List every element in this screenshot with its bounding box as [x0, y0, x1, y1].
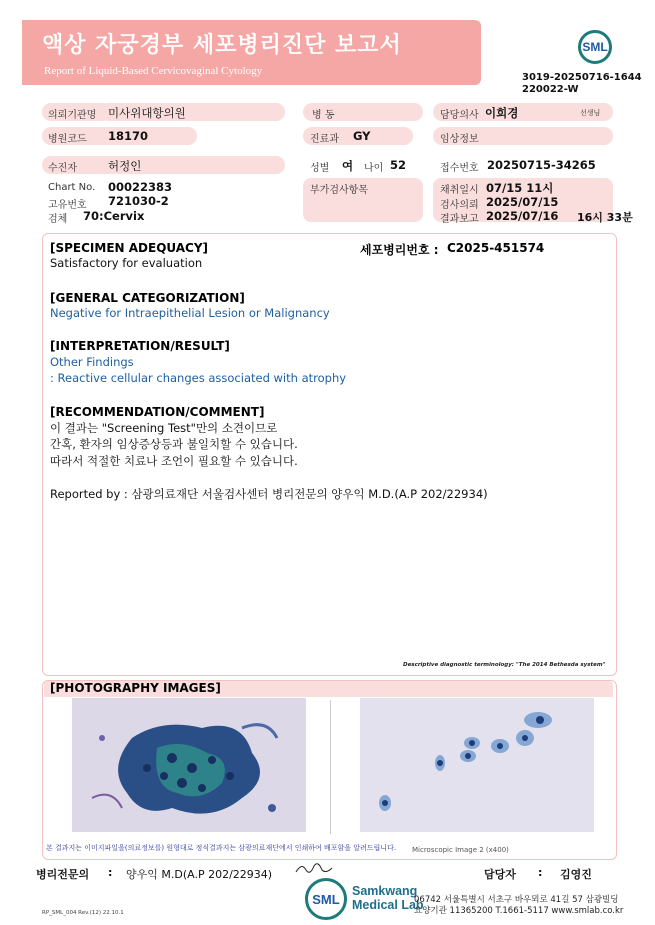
- recommendation-line2: 간혹, 환자의 임상증상등과 불일치할 수 있습니다.: [50, 437, 298, 451]
- clinical-label: 임상정보: [440, 134, 479, 145]
- photo-caption-2: Microscopic Image 2 (x400): [412, 846, 509, 854]
- manager-value: 김영진: [560, 868, 592, 881]
- age-label: 나이: [364, 163, 384, 174]
- sex-label: 성별: [310, 163, 330, 174]
- interpretation-heading: [INTERPRETATION/RESULT]: [50, 339, 230, 353]
- reported-by: Reported by : 삼광의료재단 서울검사센터 병리전문의 양우익 M.D.(A.P 202/22934): [50, 487, 488, 501]
- doc-no-line1: 3019-20250716-1644: [522, 72, 642, 83]
- extra-tests-label: 부가검사항목: [310, 185, 368, 196]
- pathologist-value: 양우익 M.D(A.P 202/22934): [126, 868, 273, 881]
- requested-value: 2025/07/15: [486, 195, 559, 209]
- specimen-label: 검체: [48, 214, 68, 225]
- lab-logo-text: SML: [312, 891, 340, 907]
- reported-date: 2025/07/16: [486, 209, 559, 223]
- age-value: 52: [390, 158, 407, 172]
- unique-label: 고유번호: [48, 200, 87, 211]
- hospital-code-value: 18170: [108, 129, 149, 143]
- form-number: RP_SML_004 Rev.(12) 22.10.1: [42, 910, 124, 916]
- chart-label: Chart No.: [48, 182, 96, 193]
- lab-address-line2: 요양기관 11365200 T.1661-5117 www.smlab.co.kr: [414, 906, 624, 916]
- terminology-note: Descriptive diagnostic terminology: "The 2014 Bethesda system": [403, 662, 606, 668]
- doc-no-line2: 220022-W: [522, 84, 579, 95]
- lab-name-line2: Medical Lab: [352, 898, 424, 912]
- cell-cluster-icon: [72, 698, 306, 832]
- recommendation-heading: [RECOMMENDATION/COMMENT]: [50, 405, 265, 419]
- sex-value: 여: [342, 159, 354, 173]
- photo-separator: [330, 700, 331, 834]
- pathologist-label: 병리전문의: [36, 868, 90, 881]
- doctor-suffix: 선생님: [580, 109, 601, 117]
- lab-address: [414, 895, 623, 917]
- patient-pill: [42, 156, 285, 174]
- receipt-label: 접수번호: [440, 163, 479, 174]
- recommendation-line1: 이 결과는 "Screening Test"만의 소견이므로: [50, 421, 278, 435]
- dept-value: GY: [353, 129, 371, 143]
- doctor-value: 이희경: [485, 106, 519, 120]
- manager-colon: :: [538, 866, 543, 879]
- interpretation-line1: Other Findings: [50, 355, 134, 369]
- reported-label: 결과보고: [440, 214, 479, 225]
- document-number: [522, 72, 642, 96]
- adequacy-heading: [SPECIMEN ADEQUACY]: [50, 241, 209, 255]
- recommendation-line3: 따라서 적절한 치료나 조언이 필요할 수 있습니다.: [50, 454, 298, 468]
- lab-name-line1: Samkwang: [352, 884, 418, 898]
- patient-value: 허정인: [108, 159, 142, 173]
- pathologist-colon: :: [108, 866, 113, 879]
- microscopic-image-2: [360, 698, 594, 832]
- patient-label: 수진자: [48, 163, 77, 174]
- cyto-no-label: 세포병리번호 :: [360, 243, 439, 257]
- institution-value: 미사위대항의원: [108, 106, 186, 120]
- lab-logo-icon: [305, 878, 347, 920]
- lab-name: [352, 884, 424, 912]
- receipt-value: 20250715-34265: [487, 158, 596, 172]
- photo-heading: [PHOTOGRAPHY IMAGES]: [50, 681, 221, 695]
- lab-address-line1: 06742 서울특별시 서초구 바우뫼로 41길 57 삼광빌딩: [414, 895, 619, 905]
- collected-label: 채취일시: [440, 185, 479, 196]
- cyto-no-value: C2025-451574: [447, 241, 545, 255]
- institution-label: 의뢰기관명: [48, 110, 97, 121]
- unique-value: 721030-2: [108, 194, 169, 208]
- dept-label: 진료과: [310, 134, 339, 145]
- logo-text: SML: [582, 40, 608, 54]
- collected-value: 07/15 11시: [486, 181, 554, 195]
- general-heading: [GENERAL CATEGORIZATION]: [50, 291, 245, 305]
- chart-value: 00022383: [108, 180, 173, 194]
- reported-time: 16시 33분: [577, 211, 633, 224]
- adequacy-text: Satisfactory for evaluation: [50, 256, 203, 270]
- general-text: Negative for Intraepithelial Lesion or Malignancy: [50, 306, 330, 320]
- specimen-value: 70:Cervix: [83, 209, 145, 223]
- photo-notice: 본 결과지는 이미지파일을(의료정보를) 원형대로 정식결과지는 삼광의료재단에서 인쇄하여 배포함을 알려드립니다.: [46, 844, 397, 852]
- report-title: 액상 자궁경부 세포병리진단 보고서: [42, 33, 402, 58]
- signature-icon: [294, 860, 334, 878]
- manager-label: 담당자: [484, 868, 516, 881]
- report-subtitle: Report of Liquid-Based Cervicovaginal Cytology: [44, 65, 263, 77]
- ward-label: 병 동: [312, 110, 335, 121]
- interpretation-line2: : Reactive cellular changes associated with atrophy: [50, 371, 347, 385]
- doctor-label: 담당의사: [440, 110, 479, 121]
- hospital-code-label: 병원코드: [48, 134, 87, 145]
- microscopic-image-1: [72, 698, 306, 832]
- sml-logo-icon: [578, 30, 612, 64]
- scattered-cells-icon: [360, 698, 594, 832]
- requested-label: 검사의뢰: [440, 200, 479, 211]
